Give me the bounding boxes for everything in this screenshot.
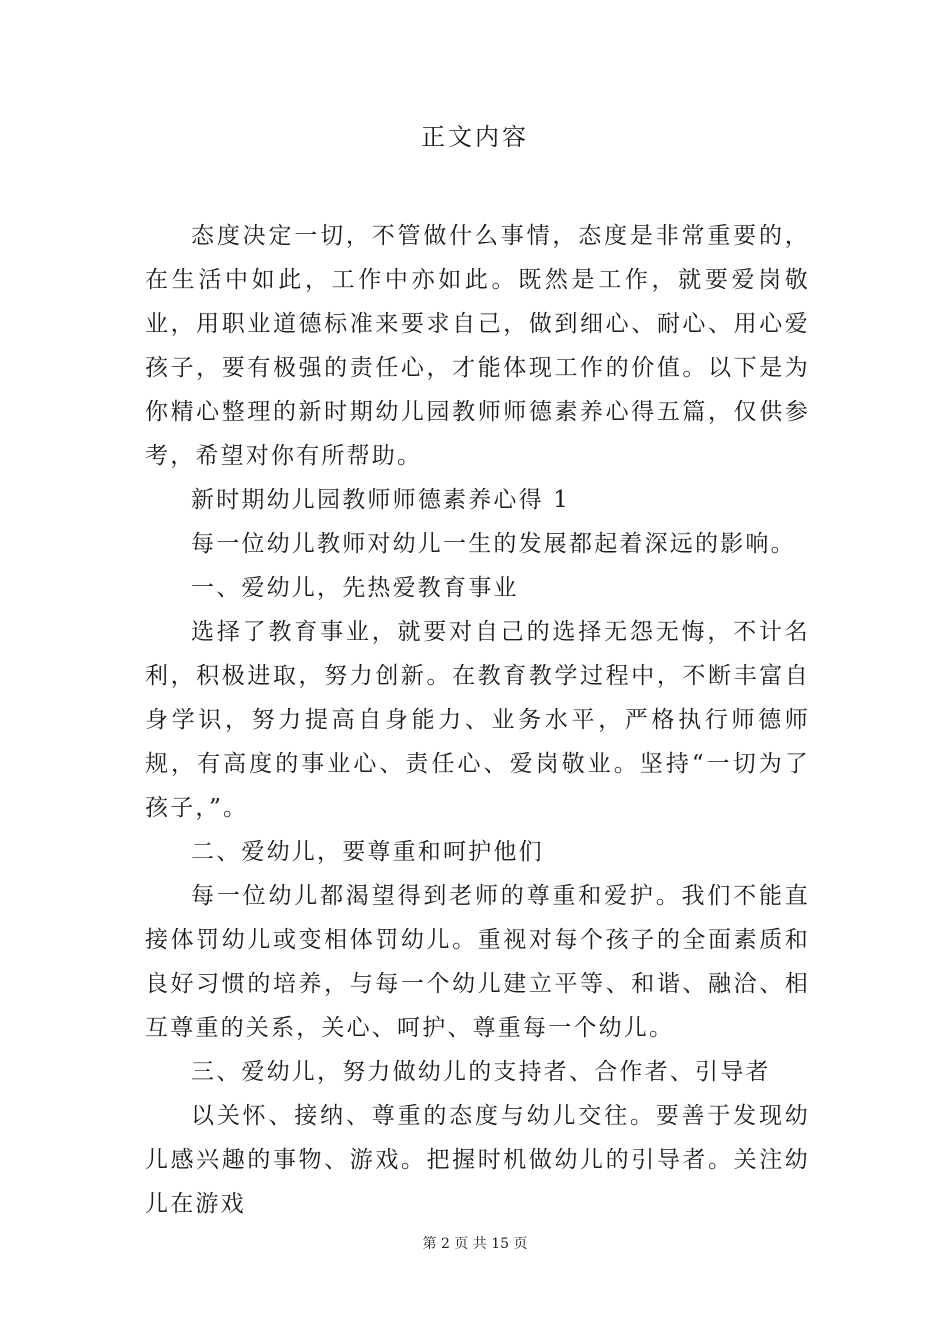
body-paragraph: 选择了教育事业，就要对自己的选择无怨无悔，不计名利，积极进取，努力创新。在教育教学过程中，不断丰富自身学识，努力提高自身能力、业务水平，严格执行师德师规，有高度的事业心、责任心、爱岗敬业。坚持“一切为了孩子，”。 xyxy=(145,619,810,821)
page-title: 正文内容 xyxy=(421,123,529,151)
section-heading-2: 二、爱幼儿，要尊重和呵护他们 xyxy=(191,839,544,865)
article-heading: 新时期幼儿园教师师德素养心得 1 xyxy=(191,487,571,513)
body-paragraph: 以关怀、接纳、尊重的态度与幼儿交往。要善于发现幼儿感兴趣的事物、游戏。把握时机做幼儿的引导者。关注幼儿在游戏 xyxy=(145,1103,810,1217)
document-body xyxy=(145,214,810,1226)
body-paragraph: 每一位幼儿教师对幼儿一生的发展都起着深远的影响。 xyxy=(191,531,796,557)
body-paragraph: 每一位幼儿都渴望得到老师的尊重和爱护。我们不能直接体罚幼儿或变相体罚幼儿。重视对每个孩子的全面素质和良好习惯的培养，与每一个幼儿建立平等、和谐、融洽、相互尊重的关系，关心、呵护、尊重每一个幼儿。 xyxy=(145,883,810,1041)
intro-paragraph: 态度决定一切，不管做什么事情，态度是非常重要的，在生活中如此，工作中亦如此。既然是工作，就要爱岗敬业，用职业道德标准来要求自己，做到细心、耐心、用心爱孩子，要有极强的责任心，才能体现工作的价值。以下是为你精心整理的新时期幼儿园教师师德素养心得五篇，仅供参考，希望对你有所帮助。 xyxy=(145,223,810,469)
section-heading-1: 一、爱幼儿，先热爱教育事业 xyxy=(191,575,519,601)
page-footer: 第 2 页 共 15 页 xyxy=(422,1236,528,1252)
section-heading-3: 三、爱幼儿，努力做幼儿的支持者、合作者、引导者 xyxy=(191,1059,771,1085)
